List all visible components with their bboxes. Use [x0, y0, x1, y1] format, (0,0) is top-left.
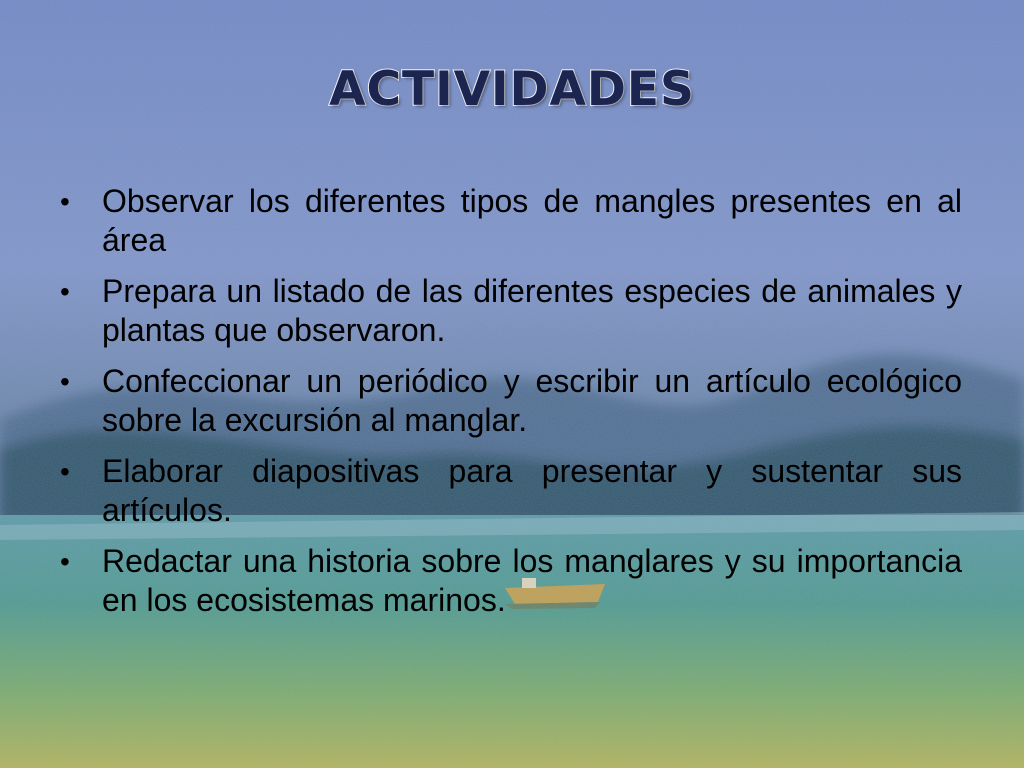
- bullet-icon: •: [60, 186, 70, 217]
- list-item: [58, 452, 962, 530]
- list-item-text: Prepara un listado de las diferentes especies de animales y plantas que observaron.: [102, 273, 962, 348]
- bullet-icon: •: [60, 366, 70, 397]
- bullet-icon: •: [60, 276, 70, 307]
- list-item: [58, 272, 962, 350]
- list-item: [58, 362, 962, 440]
- bullet-list: [58, 182, 962, 632]
- list-item: [58, 542, 962, 620]
- list-item: [58, 182, 962, 260]
- list-item-text: Elaborar diapositivas para presentar y sustentar sus artículos.: [102, 453, 962, 528]
- slide-title: ACTIVIDADES: [329, 62, 695, 117]
- bullet-icon: •: [60, 456, 70, 487]
- list-item-text: Redactar una historia sobre los manglares y su importancia en los ecosistemas marinos.: [102, 543, 962, 618]
- list-item-text: Observar los diferentes tipos de mangles presentes en al área: [102, 183, 962, 258]
- bullet-icon: •: [60, 546, 70, 577]
- list-item-text: Confeccionar un periódico y escribir un artículo ecológico sobre la excursión al manglar.: [102, 363, 962, 438]
